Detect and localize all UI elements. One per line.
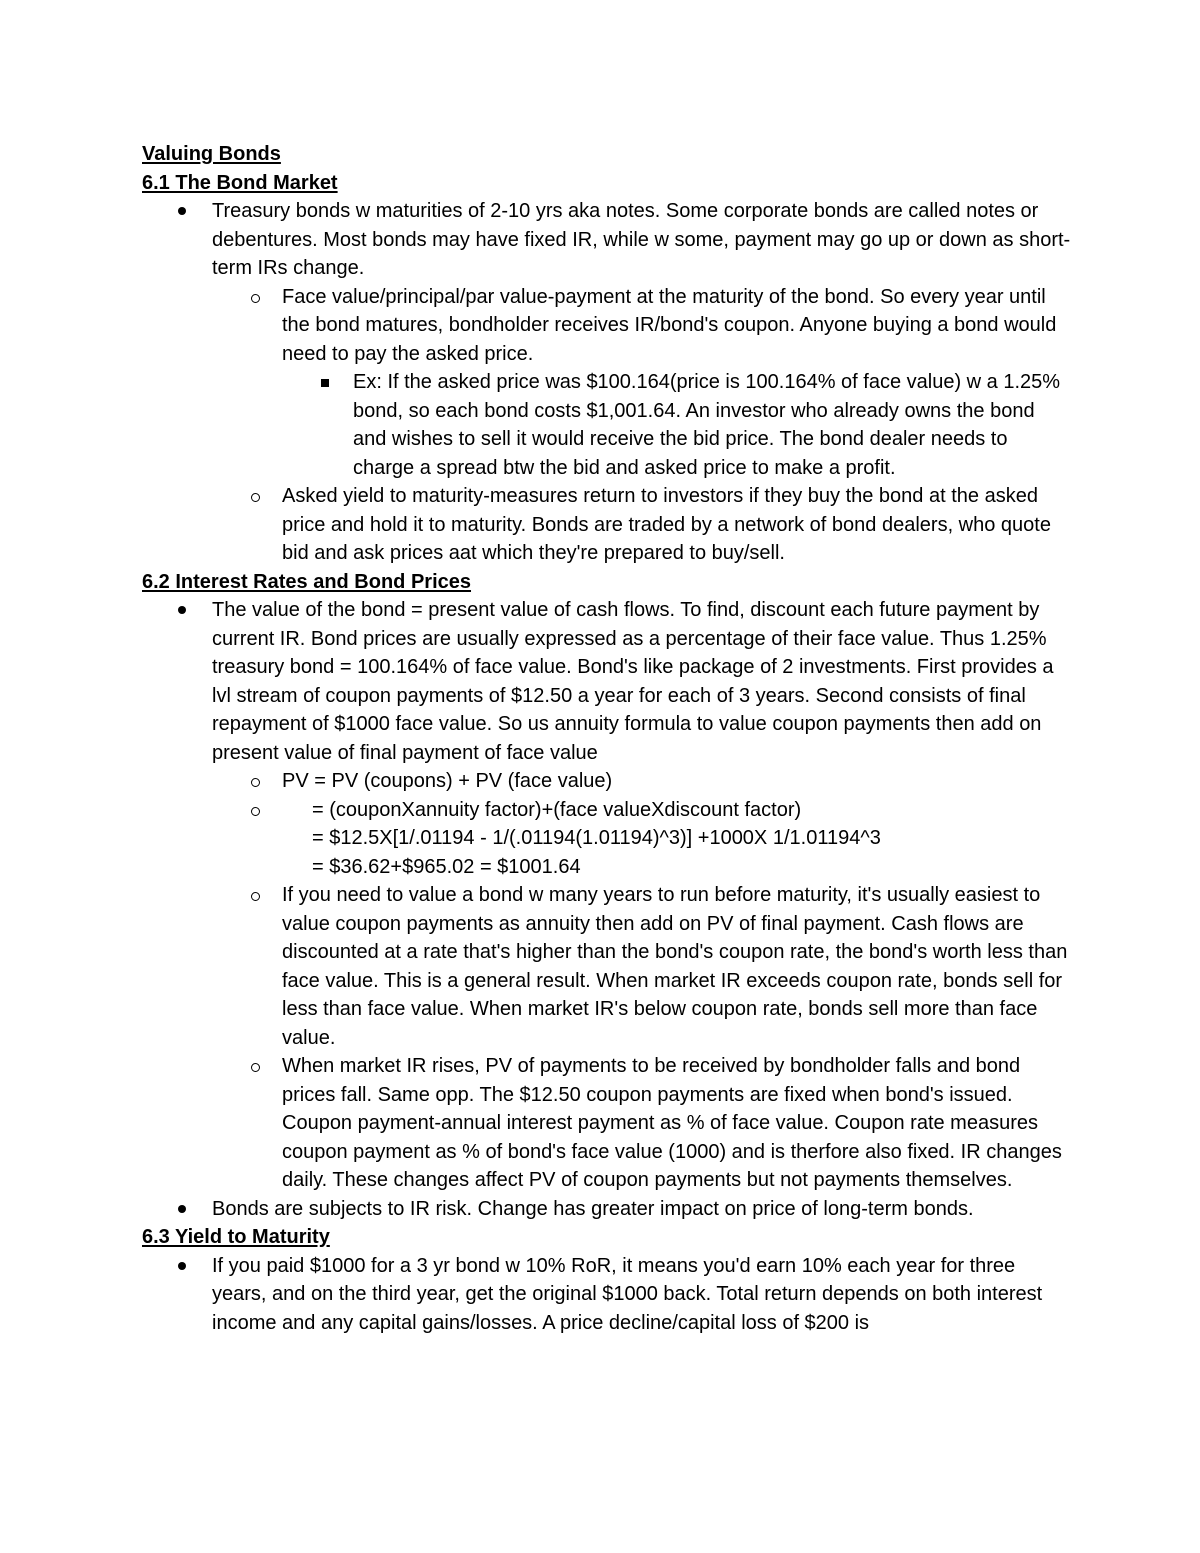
sub-bullet-text: Face value/principal/par value-payment at the maturity of the bond. So every year until the bond matures, bondholder receives IR/bond's coupon. Anyone buying a bond would need to pay the asked price. [282,285,1057,365]
formula-line: = $12.5X[1/.01194 - 1/(.01194(1.01194)^3)] +1000X 1/1.01194^3 [312,827,881,849]
bullet-text: Treasury bonds w maturities of 2-10 yrs aka notes. Some corporate bonds are called notes or debentures. Most bonds may have fixed IR, while w some, payment may go up or down as short-term IRs change. [212,200,1071,279]
sub-bullet-item [142,283,1072,369]
bullet-circle-icon [251,493,260,502]
bullet-dot-icon [178,1262,186,1270]
sub-bullet-text: When market IR rises, PV of payments to be received by bondholder falls and bond prices fall. Same opp. The $12.50 coupon payments are fixed when bond's issued. Coupon payment-annual interest payment as % of face value. Coupon rate measures coupon payment as % of bond's face value (1000) and is therfore also fixed. IR changes daily. These changes affect PV of coupon payments but not payments themselves. [282,1055,1062,1191]
bullet-circle-icon [251,807,260,816]
document-body [142,140,1072,1337]
bullet-circle-icon [251,1063,260,1072]
sub-bullet-item [142,1052,1072,1195]
section-heading-6-1: 6.1 The Bond Market [142,171,338,194]
bullet-dot-icon [178,606,186,614]
sub-sub-bullet-item [142,368,1072,482]
section-heading-6-2: 6.2 Interest Rates and Bond Prices [142,570,472,593]
bullet-text: If you paid $1000 for a 3 yr bond w 10% RoR, it means you'd earn 10% each year for three years, and on the third year, get the original $1000 back. Total return depends on both interest income and any capital gains/losses. A price decline/capital loss of $200 is [212,1254,1043,1334]
formula-line: = $36.62+$965.02 = $1001.64 [312,855,581,878]
sub-bullet-item [142,482,1072,568]
bullet-item [142,1252,1072,1338]
formula-line: = (couponXannuity factor)+(face valueXdiscount factor) [312,798,802,821]
sub-sub-bullet-text: Ex: If the asked price was $100.164(price is 100.164% of face value) w a 1.25% bond, so each bond costs $1,001.64. An investor who already owns the bond and wishes to sell it would receive the bid price. The bond dealer needs to charge a spread btw the bid and asked price to make a profit. [353,371,1061,479]
sub-bullet-item [142,796,1072,882]
bullet-text: The value of the bond = present value of cash flows. To find, discount each future payment by current IR. Bond prices are usually expressed as a percentage of their face value. Thus 1.25% treasury bond = 100.164% of face value. Bond's like package of 2 investments. First provides a lvl stream of coupon payments of $12.50 a year for each of 3 years. Second consists of final repayment of $1000 face value. So us annuity formula to value coupon payments then add on present value of final payment of face value [212,599,1054,764]
section-heading-6-3: 6.3 Yield to Maturity [142,1226,330,1248]
sub-bullet-item [142,767,1072,796]
sub-bullet-text: If you need to value a bond w many years to run before maturity, it's usually easiest to value coupon payments as annuity then add on PV of final payment. Cash flows are discounted at a rate that's higher than the bond's coupon rate, the bond's worth less than face value. This is a general result. When market IR exceeds coupon rate, bonds sell for less than face value. When market IR's below coupon rate, bonds sell more than face value. [282,884,1068,1049]
bullet-text: Bonds are subjects to IR risk. Change has greater impact on price of long-term bonds. [212,1197,974,1220]
bullet-circle-icon [251,892,260,901]
bullet-square-icon [321,379,329,387]
bullet-dot-icon [178,1205,186,1213]
sub-bullet-text: Asked yield to maturity-measures return to investors if they buy the bond at the asked price and hold it to maturity. Bonds are traded by a network of bond dealers, who quote bid and ask prices aat which they're prepared to buy/sell. [282,485,1051,564]
document-title: Valuing Bonds [142,143,281,165]
bullet-item [142,197,1072,283]
bullet-item [142,1195,1072,1224]
bullet-dot-icon [178,207,186,215]
bullet-circle-icon [251,778,260,787]
bullet-item [142,596,1072,767]
bullet-circle-icon [251,294,260,303]
sub-bullet-item [142,881,1072,1052]
formula-text: PV = PV (coupons) + PV (face value) [282,770,613,792]
